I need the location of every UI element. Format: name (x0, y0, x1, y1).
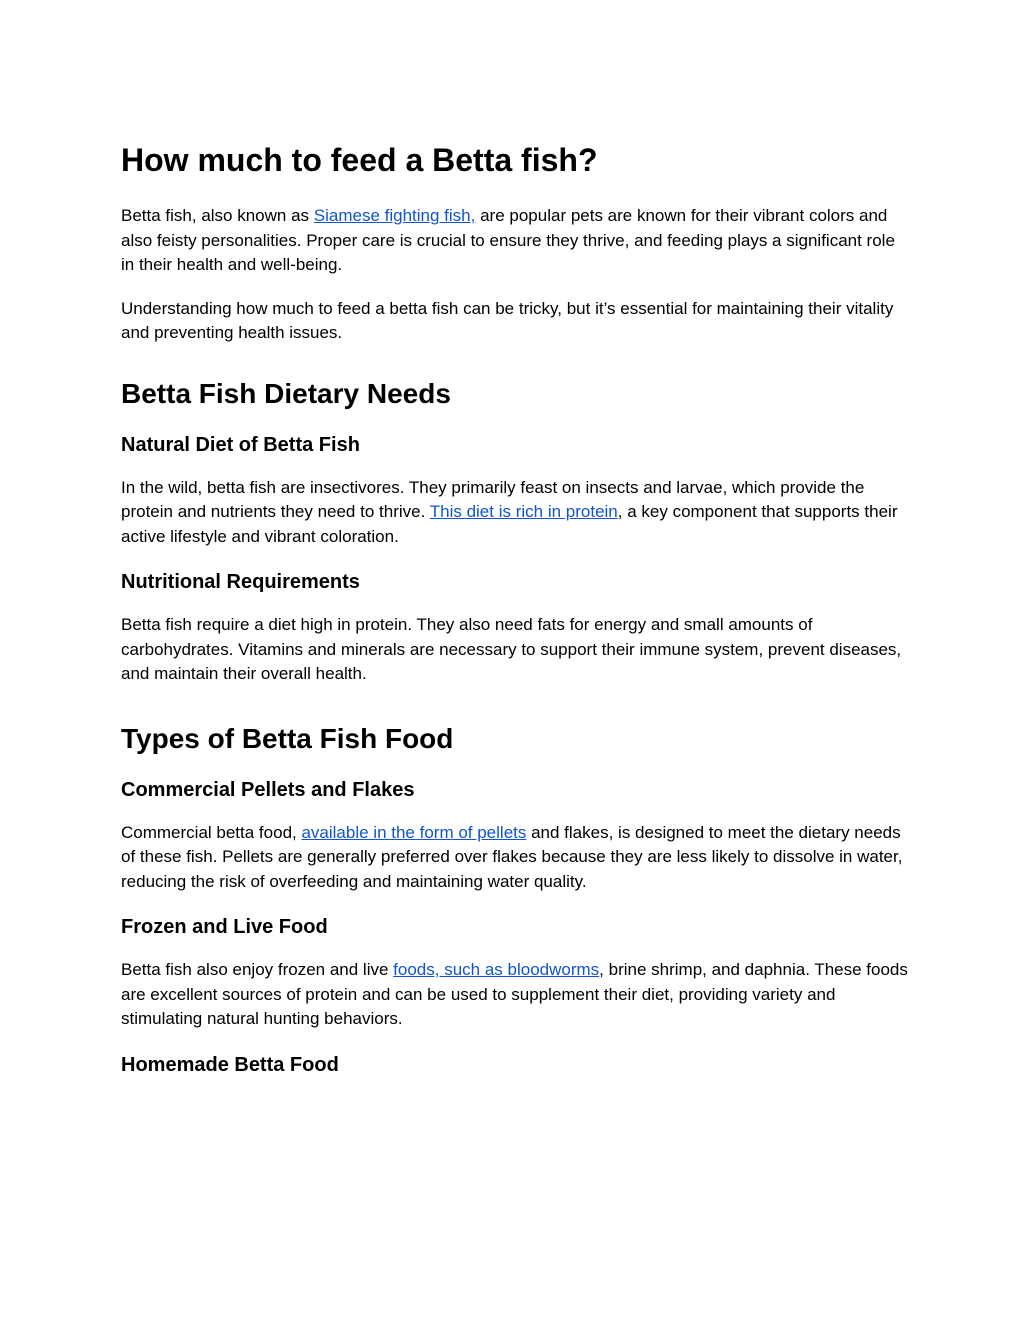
bloodworms-link[interactable]: foods, such as bloodworms (393, 960, 600, 979)
frozen-text-after: , brine shrimp, and daphnia. These foods are excellent sources of protein and can be used to supplement their diet, providing variety and stimulating natural hunting behaviors. (121, 960, 908, 1028)
section-heading-dietary-needs: Betta Fish Dietary Needs (121, 377, 451, 409)
page-title: How much to feed a Betta fish? (121, 142, 598, 178)
commercial-pellets-paragraph (121, 821, 911, 895)
commercial-text-after: and flakes, is designed to meet the dietary needs of these fish. Pellets are generally preferred over flakes because they are less likely to dissolve in water, reducing the risk of overfeeding and maintaining water quality. (121, 822, 903, 891)
frozen-text-before: Betta fish also enjoy frozen and live (121, 960, 394, 979)
subheading-natural-diet: Natural Diet of Betta Fish (121, 433, 360, 456)
intro-paragraph-2: Understanding how much to feed a betta fish can be tricky, but it’s essential for maintaining their vitality and preventing health issues. (121, 298, 894, 342)
intro-text-after: are popular pets are known for their vibrant colors and also feisty personalities. Proper care is crucial to ensure they thrive, and feeding plays a significant role in their health and well-being. (121, 206, 895, 274)
document-content (121, 140, 911, 1096)
subheading-nutritional-requirements: Nutritional Requirements (121, 571, 360, 593)
subheading-homemade-food: Homemade Betta Food (121, 1053, 339, 1076)
commercial-text-before: Commercial betta food, (121, 822, 302, 842)
section-heading-food-types: Types of Betta Fish Food (121, 722, 454, 754)
frozen-live-food-paragraph (121, 958, 911, 1032)
natural-diet-text-before: In the wild, betta fish are insectivores. They primarily feast on insects and larvae, which provide the protein and nutrients they need to thrive. (121, 477, 865, 521)
subheading-commercial-pellets: Commercial Pellets and Flakes (121, 778, 415, 801)
subheading-frozen-live-food: Frozen and Live Food (121, 916, 328, 938)
siamese-fighting-fish-link[interactable]: Siamese fighting fish, (313, 206, 476, 225)
intro-paragraph-1 (121, 204, 911, 278)
natural-diet-text-after: , a key component that supports their active lifestyle and vibrant coloration. (121, 502, 898, 546)
intro-text-before: Betta fish, also known as (121, 206, 314, 225)
diet-rich-in-protein-link[interactable]: This diet is rich in protein (429, 502, 618, 521)
nutritional-requirements-paragraph: Betta fish require a diet high in protein. They also need fats for energy and small amounts of carbohydrates. Vitamins and minerals are necessary to support their immune system, prevent diseases, and maintain their overall health. (121, 615, 902, 683)
natural-diet-paragraph (121, 476, 911, 550)
pellets-link[interactable]: available in the form of pellets (301, 822, 527, 842)
